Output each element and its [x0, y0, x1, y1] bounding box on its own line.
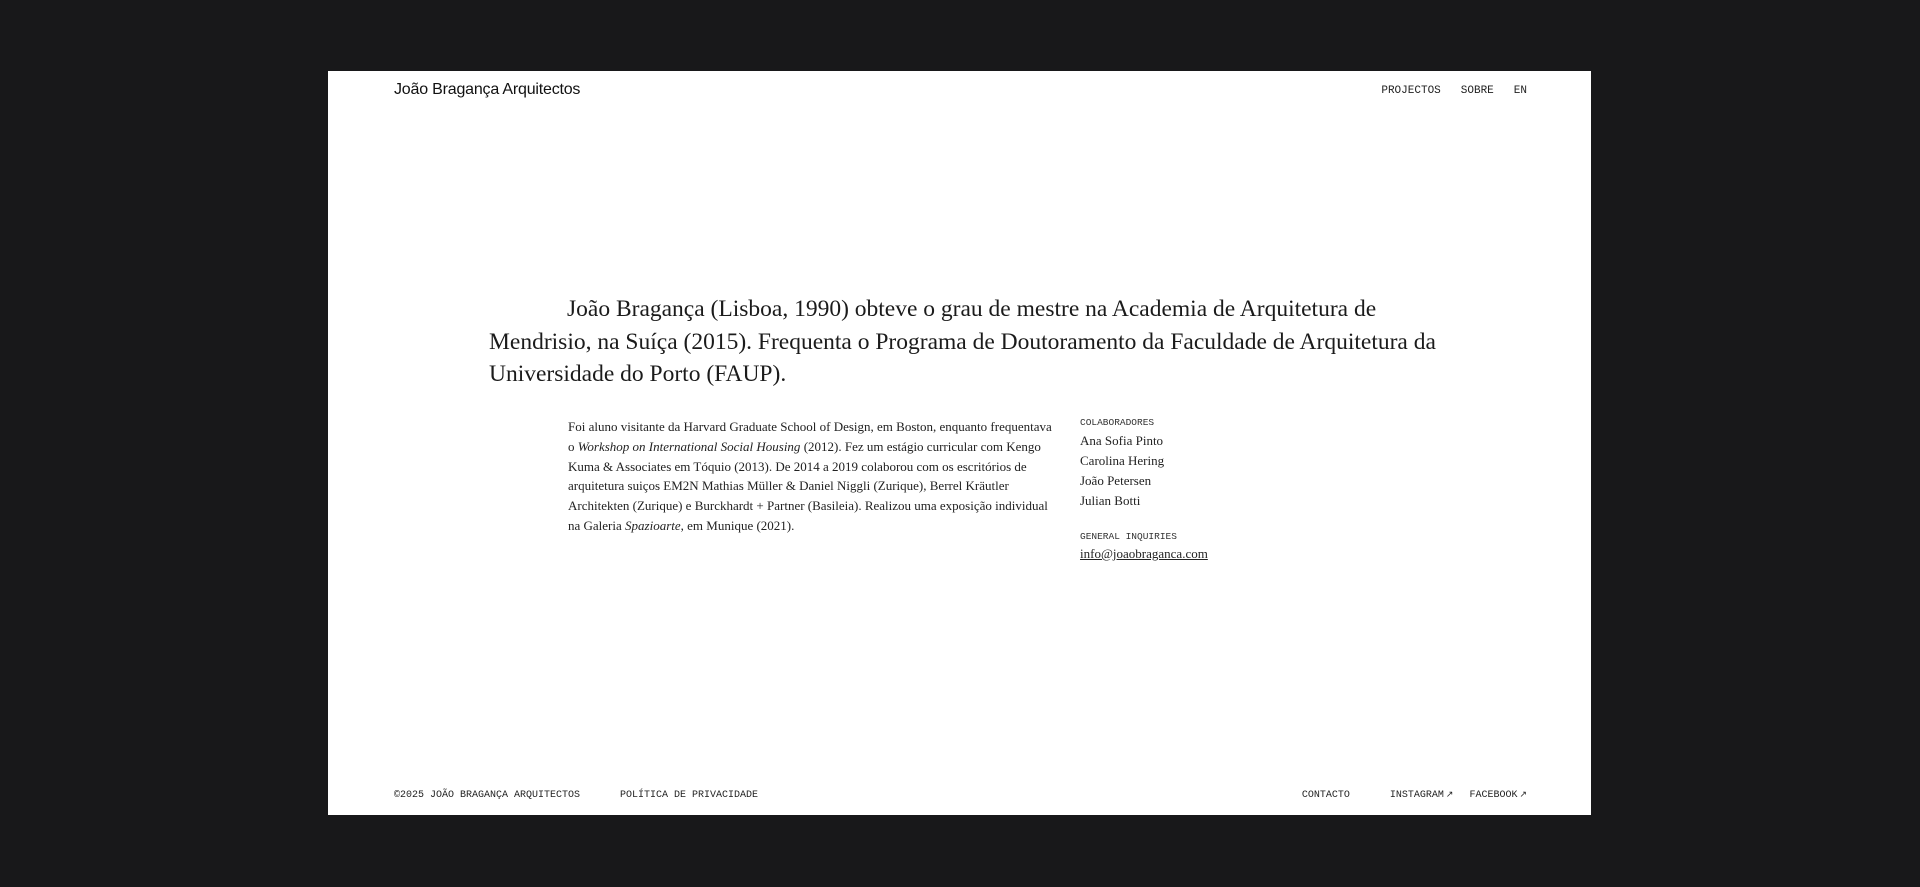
instagram-link[interactable] — [1390, 790, 1454, 801]
bio-gallery-name: Spazioarte — [625, 517, 681, 533]
nav-language-en[interactable]: EN — [1513, 85, 1527, 97]
bio-text-1: Foi aluno visitante da Harvard Graduate School of Design, em Boston, enquanto frequentava o — [568, 419, 1052, 454]
privacy-link[interactable]: POLÍTICA DE PRIVACIDADE — [620, 790, 759, 801]
nav-projectos[interactable]: PROJECTOS — [1381, 85, 1441, 97]
social-links — [1390, 790, 1527, 801]
footer-left — [394, 790, 758, 801]
collaborators-label: COLABORADORES — [1080, 417, 1155, 428]
email-link[interactable]: info@joaobraganca.com — [1080, 546, 1208, 561]
bio-workshop-title: Workshop on International Social Housing — [577, 438, 801, 454]
facebook-link[interactable] — [1469, 790, 1527, 801]
bio-text-3: , em Munique (2021). — [680, 517, 795, 533]
sidebar-info — [1080, 417, 1380, 563]
footer-right — [1302, 790, 1527, 801]
copyright-text: ©2025 JOÃO BRAGANÇA ARQUITECTOS — [394, 790, 581, 801]
inquiries-block — [1080, 531, 1380, 563]
inquiries-label: GENERAL INQUIRIES — [1080, 531, 1177, 542]
brand-logo[interactable]: João Bragança Arquitectos — [394, 81, 581, 98]
collaborator-name: João Petersen — [1080, 473, 1152, 488]
nav-sobre[interactable]: SOBRE — [1460, 85, 1494, 97]
instagram-label: INSTAGRAM — [1389, 790, 1444, 801]
external-arrow-icon: ↗ — [1519, 790, 1527, 800]
collaborator-name: Julian Botti — [1080, 493, 1141, 508]
page-container — [328, 71, 1591, 815]
bio-paragraph — [568, 417, 1054, 536]
lead-paragraph: João Bragança (Lisboa, 1990) obteve o grau de mestre na Academia de Arquitetura de Mendrisio, na Suíça (2015). Frequenta o Programa de Doutoramento da Faculdade de Arquitetura da Universidade do Porto (FAUP). — [489, 296, 1436, 387]
bio-text-2: (2012). Fez um estágio curricular com Kengo Kuma & Associates em Tóquio (2013). De 2014 a 2019 colaborou com os escritórios de arquitetura suiços EM2N Mathias Müller & Daniel Niggli (Zurique), Berrel Kräutler Architekten (Zurique) e Burckhardt + Partner (Basileia). Realizou uma exposição individual na Galeria — [568, 438, 1048, 533]
collaborator-name: Ana Sofia Pinto — [1080, 433, 1164, 448]
external-arrow-icon: ↗ — [1445, 790, 1454, 800]
main-nav — [1381, 85, 1527, 97]
collaborator-name: Carolina Hering — [1080, 453, 1165, 468]
facebook-label: FACEBOOK — [1469, 790, 1518, 801]
contact-link[interactable]: CONTACTO — [1301, 790, 1350, 801]
